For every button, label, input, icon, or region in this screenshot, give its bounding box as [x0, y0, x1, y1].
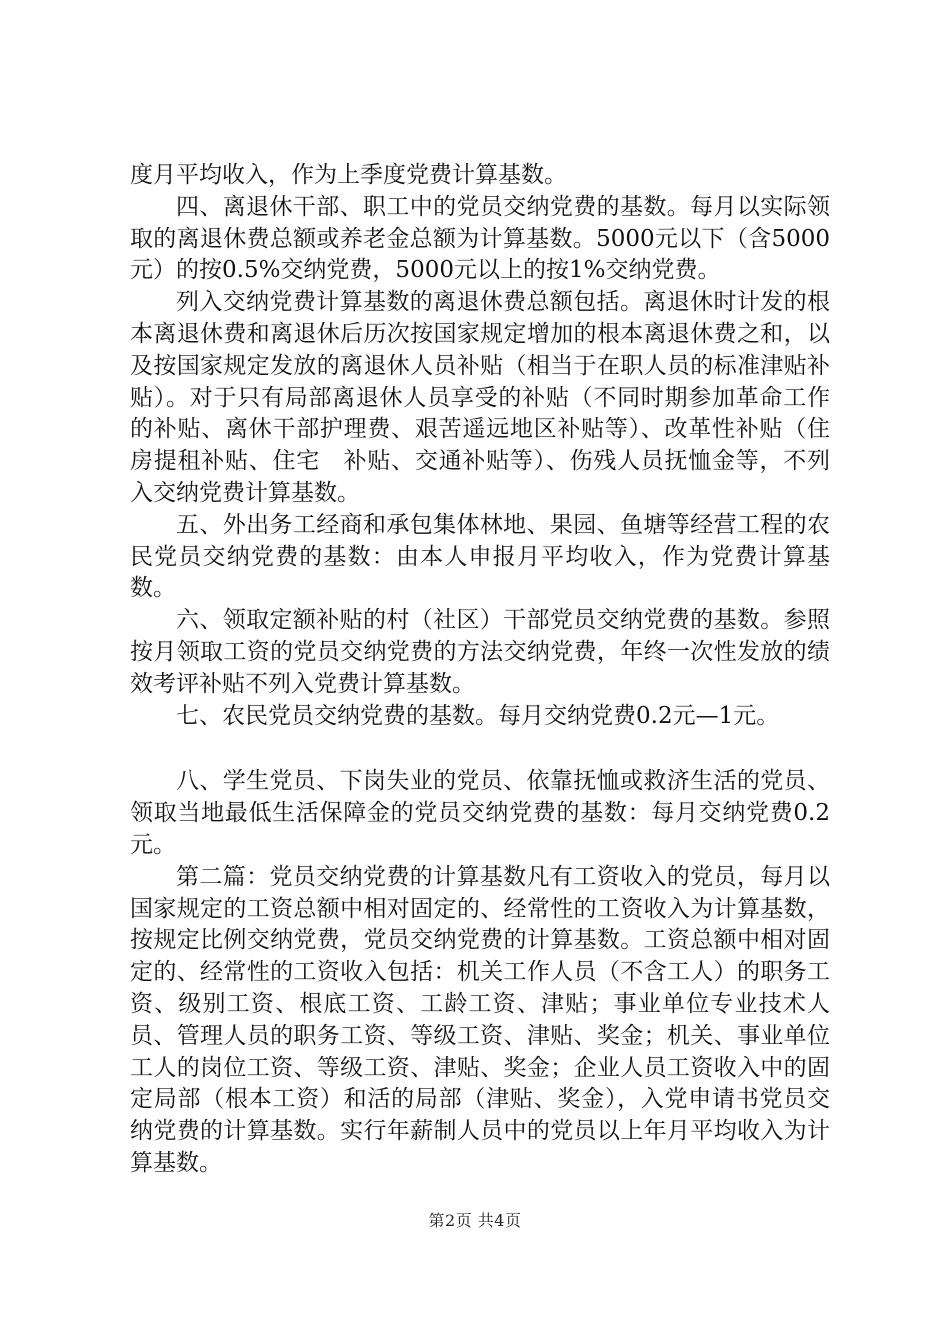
- paragraph-migrant-workers: 五、外出务工经商和承包集体林地、果园、鱼塘等经营工程的农民党员交纳党费的基数：由本人申报月平均收入，作为党费计算基数。: [130, 511, 830, 602]
- paragraph-retiree-total-scope: 列入交纳党费计算基数的离退休费总额包括。离退休时计发的根本离退休费和离退休后历次按国家规定增加的根本离退休费之和，以及按国家规定发放的离退休人员补贴（相当于在职人员的标准津贴补贴）。对于只有局部离退休人员享受的补贴（不同时期参加革命工作的补贴、离休干部护理费、艰苦遥远地区补贴等）、改革性补贴（住房提租补贴、住宅 补贴、交通补贴等）、伤残人员抚恤金等，不列入交纳党费计算基数。: [130, 289, 830, 506]
- paragraph-continuation: 度月平均收入，作为上季度党费计算基数。: [130, 162, 567, 188]
- paragraph-retiree-base: 四、离退休干部、职工中的党员交纳党费的基数。每月以实际领取的离退休费总额或养老金总额为计算基数。5000元以下（含5000元）的按0.5%交纳党费，5000元以上的按1%交纳党费。: [130, 193, 830, 284]
- paragraph-farmers: 七、农民党员交纳党费的基数。每月交纳党费0.2元—1元。: [176, 702, 780, 729]
- paragraph-students-unemployed: 八、学生党员、下岗失业的党员、依靠抚恤或救济生活的党员、领取当地最低生活保障金的党员交纳党费的基数：每月交纳党费0.2元。: [130, 768, 830, 858]
- page-number-footer: 第2页 共4页: [428, 1211, 522, 1230]
- paragraph-village-cadres: 六、领取定额补贴的村（社区）干部党员交纳党费的基数。参照按月领取工资的党员交纳党费的方法交纳党费，年终一次性发放的绩效考评补贴不列入党费计算基数。: [130, 607, 830, 697]
- document-body: [130, 160, 830, 1180]
- paragraph-spacer: [130, 732, 830, 766]
- paragraph-part-two: 第二篇：党员交纳党费的计算基数凡有工资收入的党员，每月以国家规定的工资总额中相对固定的、经常性的工资收入为计算基数，按规定比例交纳党费，党员交纳党费的计算基数。工资总额中相对固定的、经常性的工资收入包括：机关工作人员（不含工人）的职务工资、级别工资、根底工资、工龄工资、津贴；事业单位专业技术人员、管理人员的职务工资、等级工资、津贴、奖金；机关、事业单位工人的岗位工资、等级工资、津贴、奖金；企业人员工资收入中的固定局部（根本工资）和活的局部（津贴、奖金），入党申请书党员交纳党费的计算基数。实行年薪制人员中的党员以上年月平均收入为计算基数。: [130, 863, 830, 1176]
